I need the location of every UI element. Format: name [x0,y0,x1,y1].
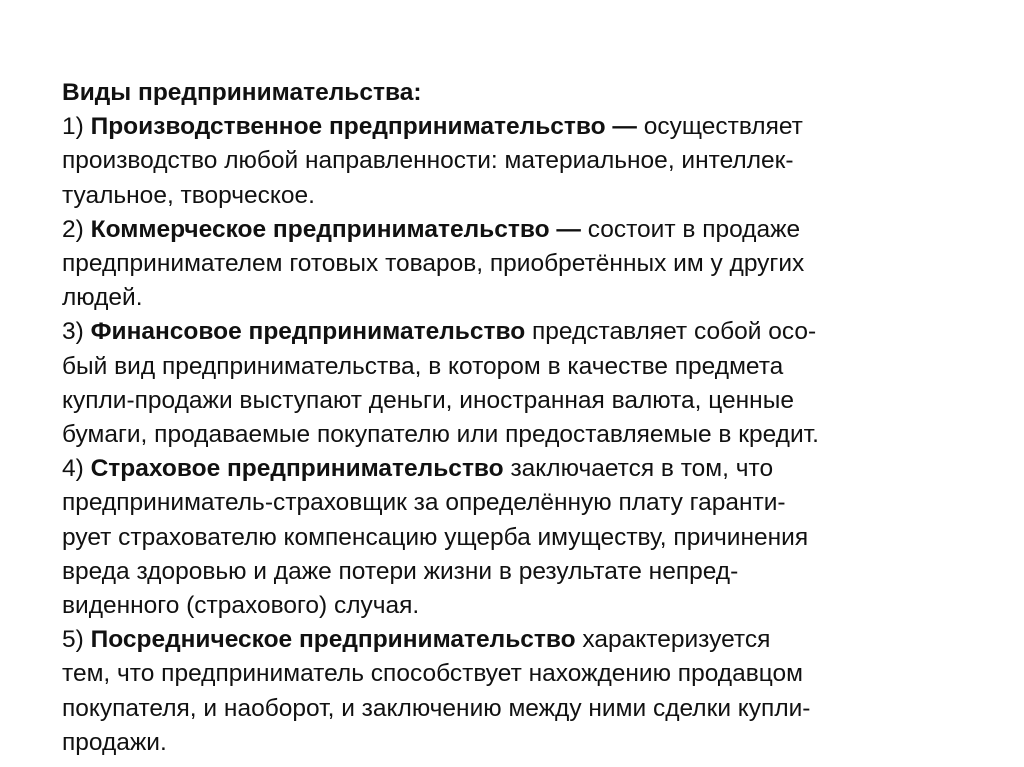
item-5-number: 5) [62,626,84,654]
item-2-line-2: предпринимателем готовых товаров, приобретённых им у других [62,250,805,278]
item-4-line-5: виденного (страхового) случая. [62,592,420,620]
item-1-number: 1) [62,113,84,141]
item-2-term: Коммерческое предпринимательство — [90,215,581,243]
document-body [62,76,982,760]
item-4-line-4: вреда здоровью и даже потери жизни в результате непред- [62,557,739,585]
item-4-text: заключается в том, что [510,455,774,483]
item-3-line-3: купли-продажи выступают деньги, иностранная валюта, ценные [62,386,794,414]
item-5-line-1 [62,623,982,657]
item-2-line-1 [62,213,982,247]
item-4-line-1 [62,452,982,486]
item-5-text: характеризуется [582,626,771,654]
item-3-line-1 [62,315,982,349]
item-2-text: состоит в продаже [587,215,801,243]
item-1-term: Производственное предпринимательство — [90,113,637,141]
item-2-line-3: людей. [62,284,143,312]
item-3-line-4: бумаги, продаваемые покупателю или предоставляемые в кредит. [62,421,819,449]
item-3-line-2: бый вид предпринимательства, в котором в качестве предмета [62,352,784,380]
item-1-text: осуществляет [643,113,803,141]
item-4-line-2: предприниматель-страховщик за определённую плату гаранти- [62,489,786,517]
item-3-text: представляет собой осо- [531,318,817,346]
item-1-line-2: производство любой направленности: материальное, интеллек- [62,147,794,175]
item-5-term: Посредническое предпринимательство [90,626,576,654]
item-2-number: 2) [62,215,84,243]
item-3-number: 3) [62,318,84,346]
item-1-line-1 [62,110,982,144]
item-4-term: Страховое предпринимательство [90,455,504,483]
item-5-line-4: продажи. [62,728,167,756]
item-1-line-3: туальное, творческое. [62,181,315,209]
item-5-line-3: покупателя, и наоборот, и заключению между ними сделки купли- [62,694,811,722]
item-4-line-3: рует страхователю компенсацию ущерба имуществу, причинения [62,523,809,551]
item-4-number: 4) [62,455,84,483]
item-3-term: Финансовое предпринимательство [90,318,526,346]
item-5-line-2: тем, что предприниматель способствует нахождению продавцом [62,660,803,688]
document-heading: Виды предпринимательства: [62,79,422,106]
